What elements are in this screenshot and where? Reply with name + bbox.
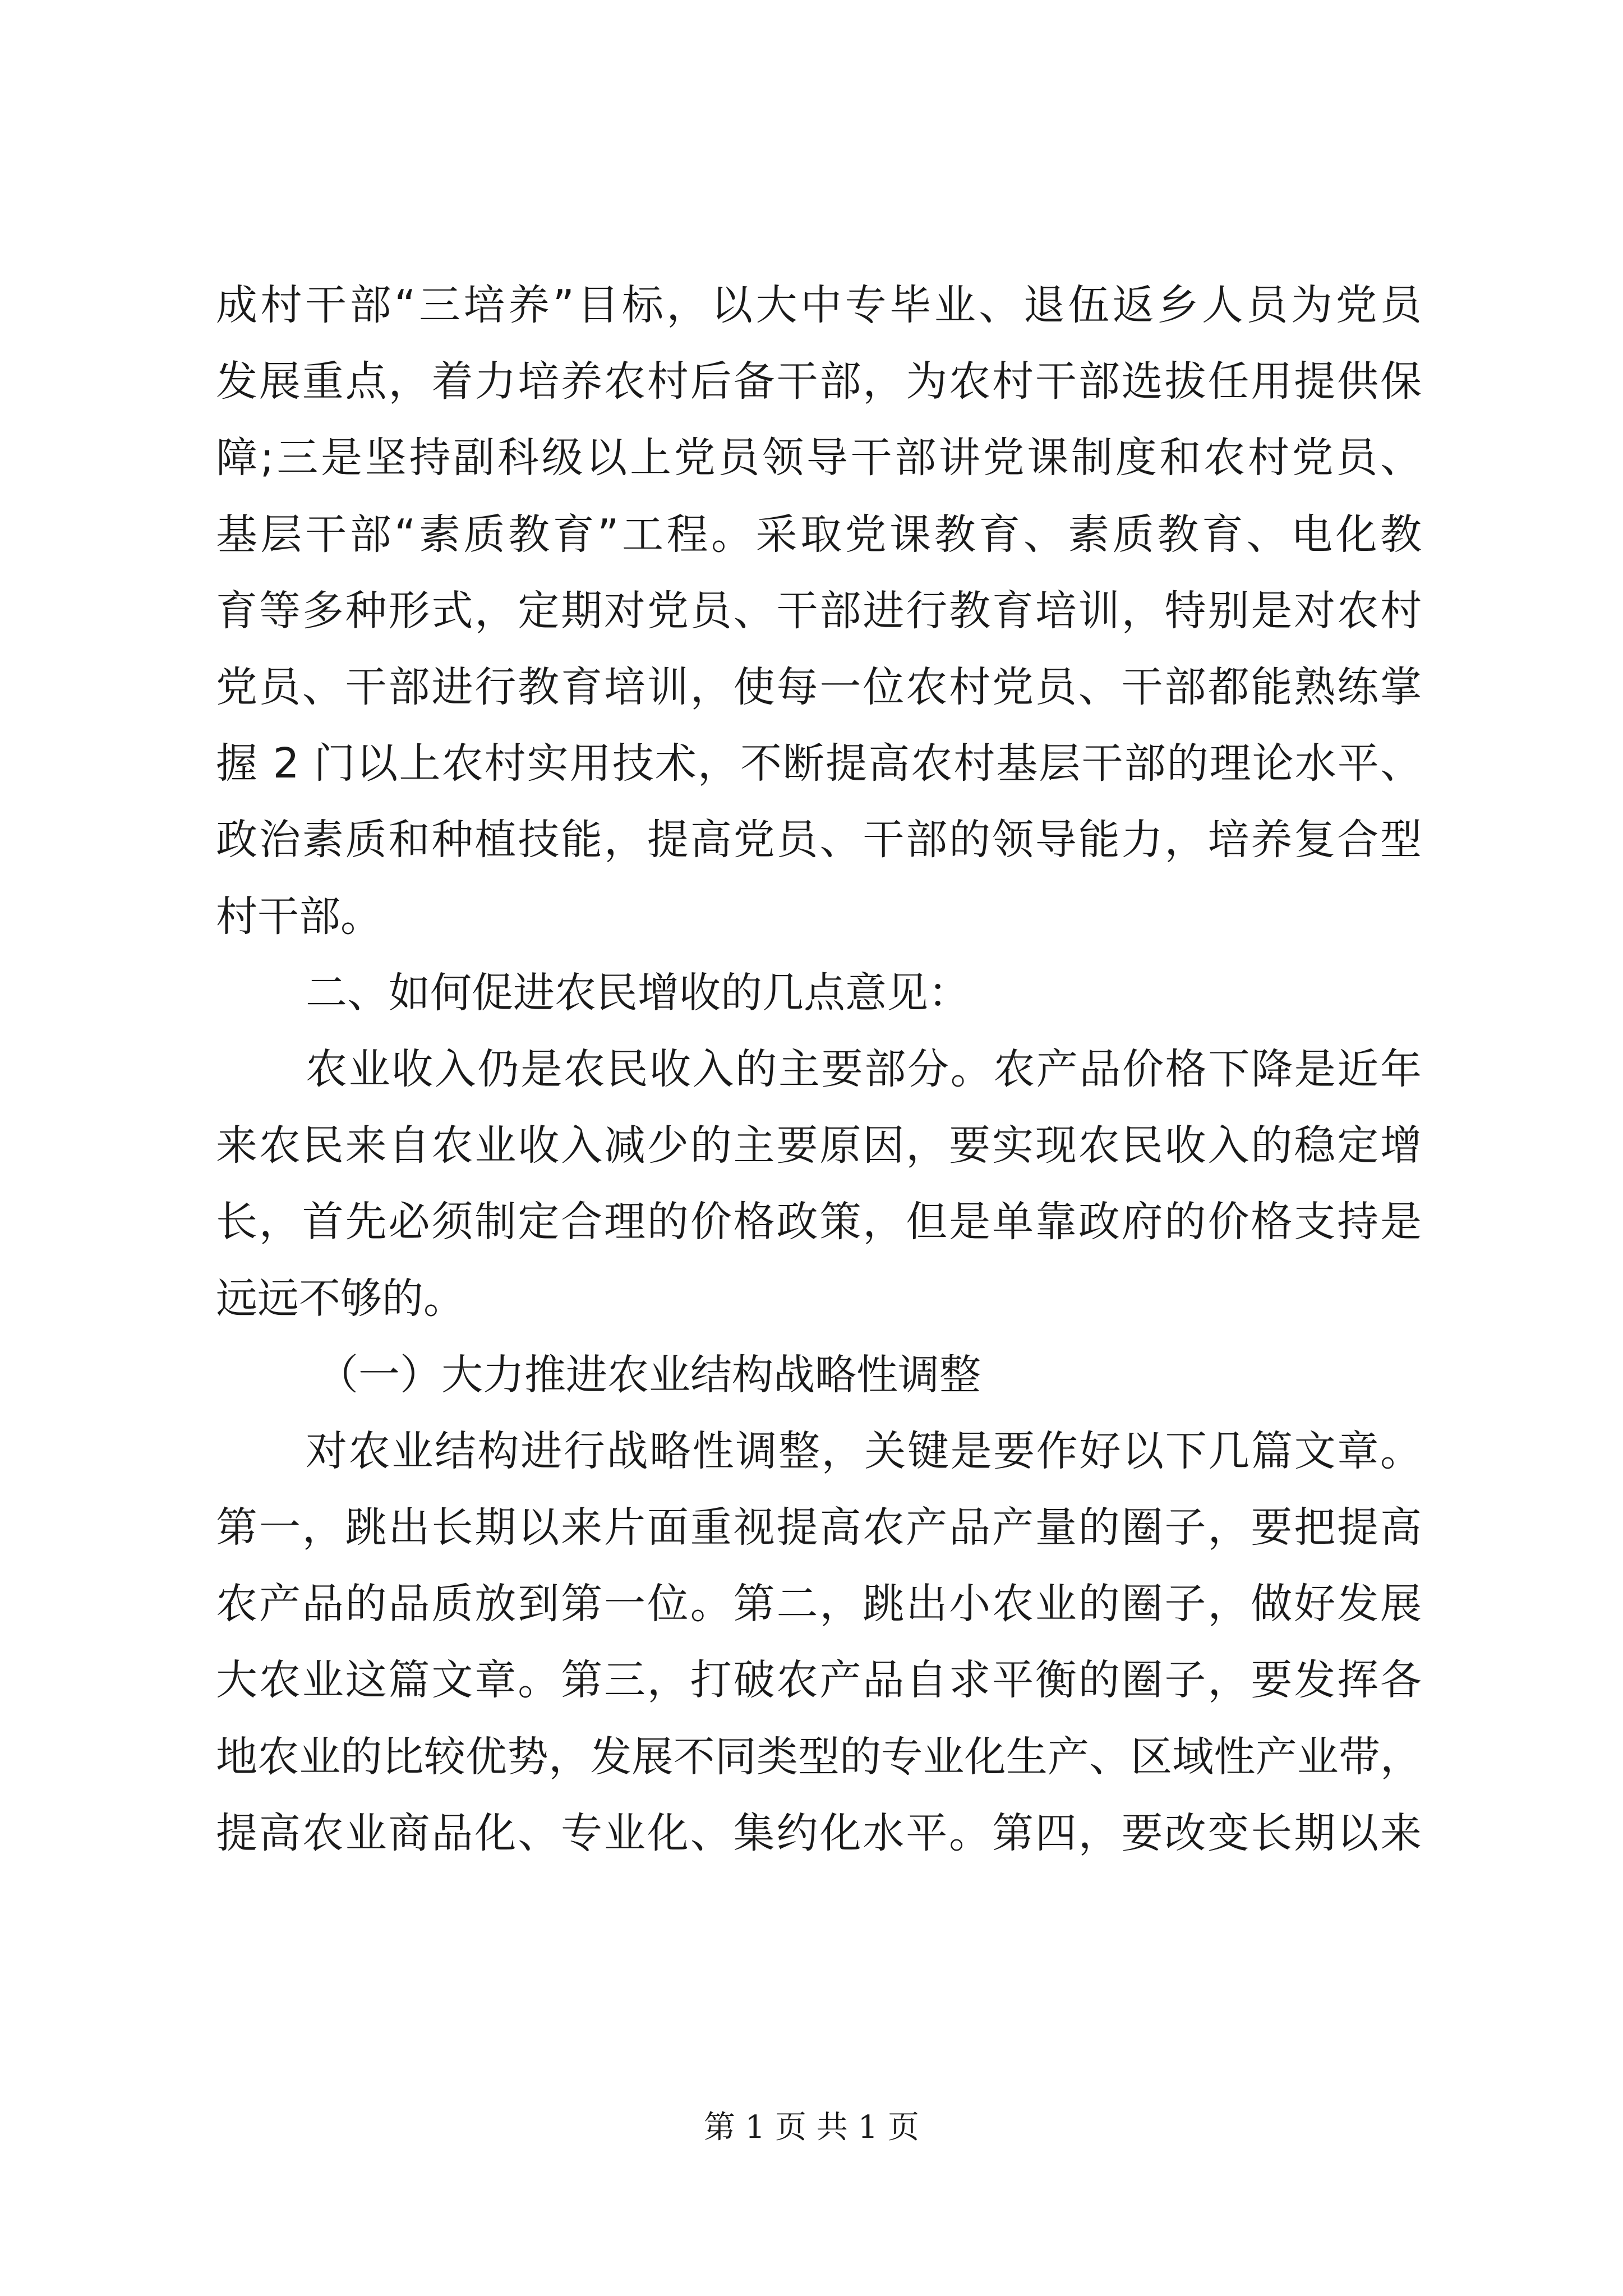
text-line: 长，首先必须制定合理的价格政策，但是单靠政府的价格支持是 [216, 1198, 1422, 1246]
text-line: 地农业的比较优势，发展不同类型的专业化生产、区域性产业带， [216, 1732, 1422, 1781]
text-line: 党员、干部进行教育培训，使每一位农村党员、干部都能熟练掌 [216, 663, 1422, 712]
text-line: 提高农业商品化、专业化、集约化水平。第四，要改变长期以来 [216, 1809, 1422, 1857]
text-line: 障;三是坚持副科级以上党员领导干部讲党课制度和农村党员、 [216, 434, 1422, 482]
text-line: 握 2 门以上农村实用技术，不断提高农村基层干部的理论水平、 [216, 739, 1422, 788]
body-text [216, 264, 1422, 1868]
subsection-heading: （一）大力推进农业结构战略性调整 [317, 1350, 981, 1399]
text-line: 村干部。 [216, 892, 382, 941]
text-line: 基层干部“素质教育”工程。采取党课教育、素质教育、电化教 [216, 510, 1422, 559]
text-line: 对农业结构进行战略性调整，关键是要作好以下几篇文章。 [306, 1427, 1422, 1475]
text-line: 发展重点，着力培养农村后备干部，为农村干部选拔任用提供保 [216, 357, 1422, 406]
text-line: 育等多种形式，定期对党员、干部进行教育培训，特别是对农村 [216, 586, 1422, 635]
text-line: 成村干部“三培养”目标，以大中专毕业、退伍返乡人员为党员 [216, 281, 1422, 330]
page-footer [0, 2102, 1623, 2147]
text-line: 远远不够的。 [216, 1274, 465, 1323]
text-line: 大农业这篇文章。第三，打破农产品自求平衡的圈子，要发挥各 [216, 1656, 1422, 1705]
text-line: 来农民来自农业收入减少的主要原因，要实现农民收入的稳定增 [216, 1121, 1422, 1170]
text-line: 农业收入仍是农民收入的主要部分。农产品价格下降是近年 [306, 1045, 1422, 1093]
text-line: 农产品的品质放到第一位。第二，跳出小农业的圈子，做好发展 [216, 1580, 1422, 1628]
page-number: 第 1 页 共 1 页 [703, 2109, 920, 2146]
section-heading: 二、如何促进农民增收的几点意见： [306, 968, 970, 1017]
text-line: 政治素质和种植技能，提高党员、干部的领导能力，培养复合型 [216, 816, 1422, 864]
text-line: 第一，跳出长期以来片面重视提高农产品产量的圈子，要把提高 [216, 1503, 1422, 1552]
